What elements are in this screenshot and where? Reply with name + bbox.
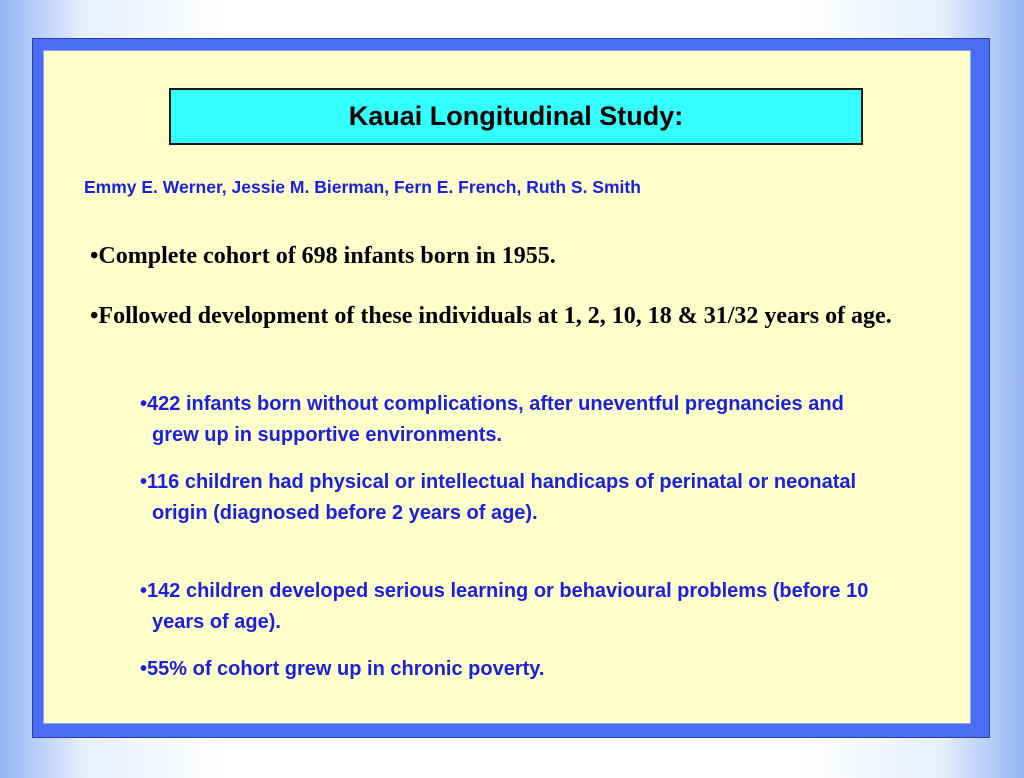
bullet-marker: • xyxy=(90,243,99,269)
sub-bullet-text: 142 children developed serious learning or behavioural problems (before 10 years of age). xyxy=(147,580,869,633)
sub-bullet-text: 422 infants born without complications, after uneventful pregnancies and grew up in supportive environments. xyxy=(147,393,844,446)
bullet-marker: • xyxy=(140,658,148,680)
bullet-marker: • xyxy=(140,471,148,493)
sub-bullet-142 xyxy=(140,576,885,638)
authors-line: Emmy E. Werner, Jessie M. Bierman, Fern E. French, Ruth S. Smith xyxy=(84,177,641,197)
sub-bullet-55-percent xyxy=(140,654,885,685)
bullet-marker: • xyxy=(140,393,148,415)
sub-bullet-422 xyxy=(140,389,885,451)
sub-bullet-116 xyxy=(140,467,885,529)
slide-content-panel xyxy=(43,50,971,724)
bullet-marker: • xyxy=(90,303,99,329)
bullet-marker: • xyxy=(140,580,148,602)
sub-bullet-text: 55% of cohort grew up in chronic poverty. xyxy=(147,658,545,680)
main-bullet-cohort xyxy=(90,238,910,275)
slide-title: Kauai Longitudinal Study: xyxy=(348,101,684,131)
main-bullet-text: Complete cohort of 698 infants born in 1955. xyxy=(98,243,556,269)
main-bullet-text: Followed development of these individuals at 1, 2, 10, 18 & 31/32 years of age. xyxy=(98,303,892,329)
sub-bullet-text: 116 children had physical or intellectual handicaps of perinatal or neonatal origin (diagnosed before 2 years of age). xyxy=(147,471,857,524)
slide-frame xyxy=(32,38,990,738)
title-box xyxy=(169,88,863,145)
main-bullet-followed xyxy=(90,298,920,335)
